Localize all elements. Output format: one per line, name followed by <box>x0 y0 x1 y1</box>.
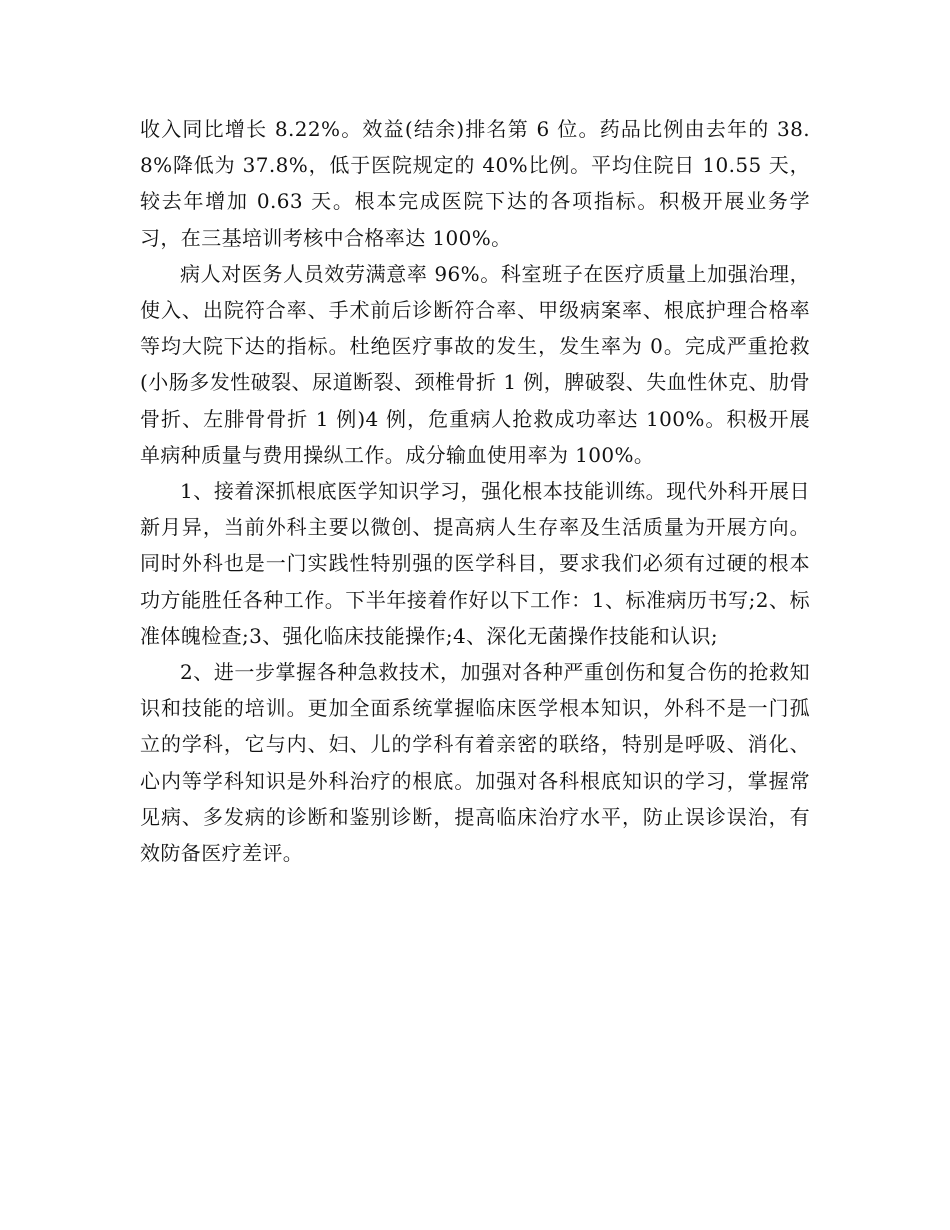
paragraph-3: 1、接着深抓根底医学知识学习，强化根本技能训练。现代外科开展日新月异，当前外科主要以微创、提高病人生存率及生活质量为开展方向。同时外科也是一门实践性特别强的医学科目，要求我们必须有过硬的根本功方能胜任各种工作。下半年接着作好以下工作：1、标准病历书写;2、标准体魄检查;3、强化临床技能操作;4、深化无菌操作技能和认识; <box>140 479 810 648</box>
document-body <box>140 111 810 871</box>
paragraph-1: 收入同比增长 8.22%。效益(结余)排名第 6 位。药品比例由去年的 38.8%降低为 37.8%，低于医院规定的 40%比例。平均住院日 10.55 天，较去年增加 0.63 天。根本完成医院下达的各项指标。积极开展业务学习，在三基培训考核中合格率达 100%。 <box>140 117 810 250</box>
paragraph-4: 2、进一步掌握各种急救技术，加强对各种严重创伤和复合伤的抢救知识和技能的培训。更加全面系统掌握临床医学根本知识，外科不是一门孤立的学科，它与内、妇、儿的学科有着亲密的联络，特别是呼吸、消化、心内等学科知识是外科治疗的根底。加强对各科根底知识的学习，掌握常见病、多发病的诊断和鉴别诊断，提高临床治疗水平，防止误诊误治，有效防备医疗差评。 <box>140 660 810 866</box>
paragraph-2: 病人对医务人员效劳满意率 96%。科室班子在医疗质量上加强治理，使入、出院符合率、手术前后诊断符合率、甲级病案率、根底护理合格率等均大院下达的指标。杜绝医疗事故的发生，发生率为 0。完成严重抢救(小肠多发性破裂、尿道断裂、颈椎骨折 1 例，脾破裂、失血性休克、肋骨骨折、左腓骨骨折 1 例)4 例，危重病人抢救成功率达 100%。积极开展单病种质量与费用操纵工作。成分输血使用率为 100%。 <box>140 261 810 467</box>
